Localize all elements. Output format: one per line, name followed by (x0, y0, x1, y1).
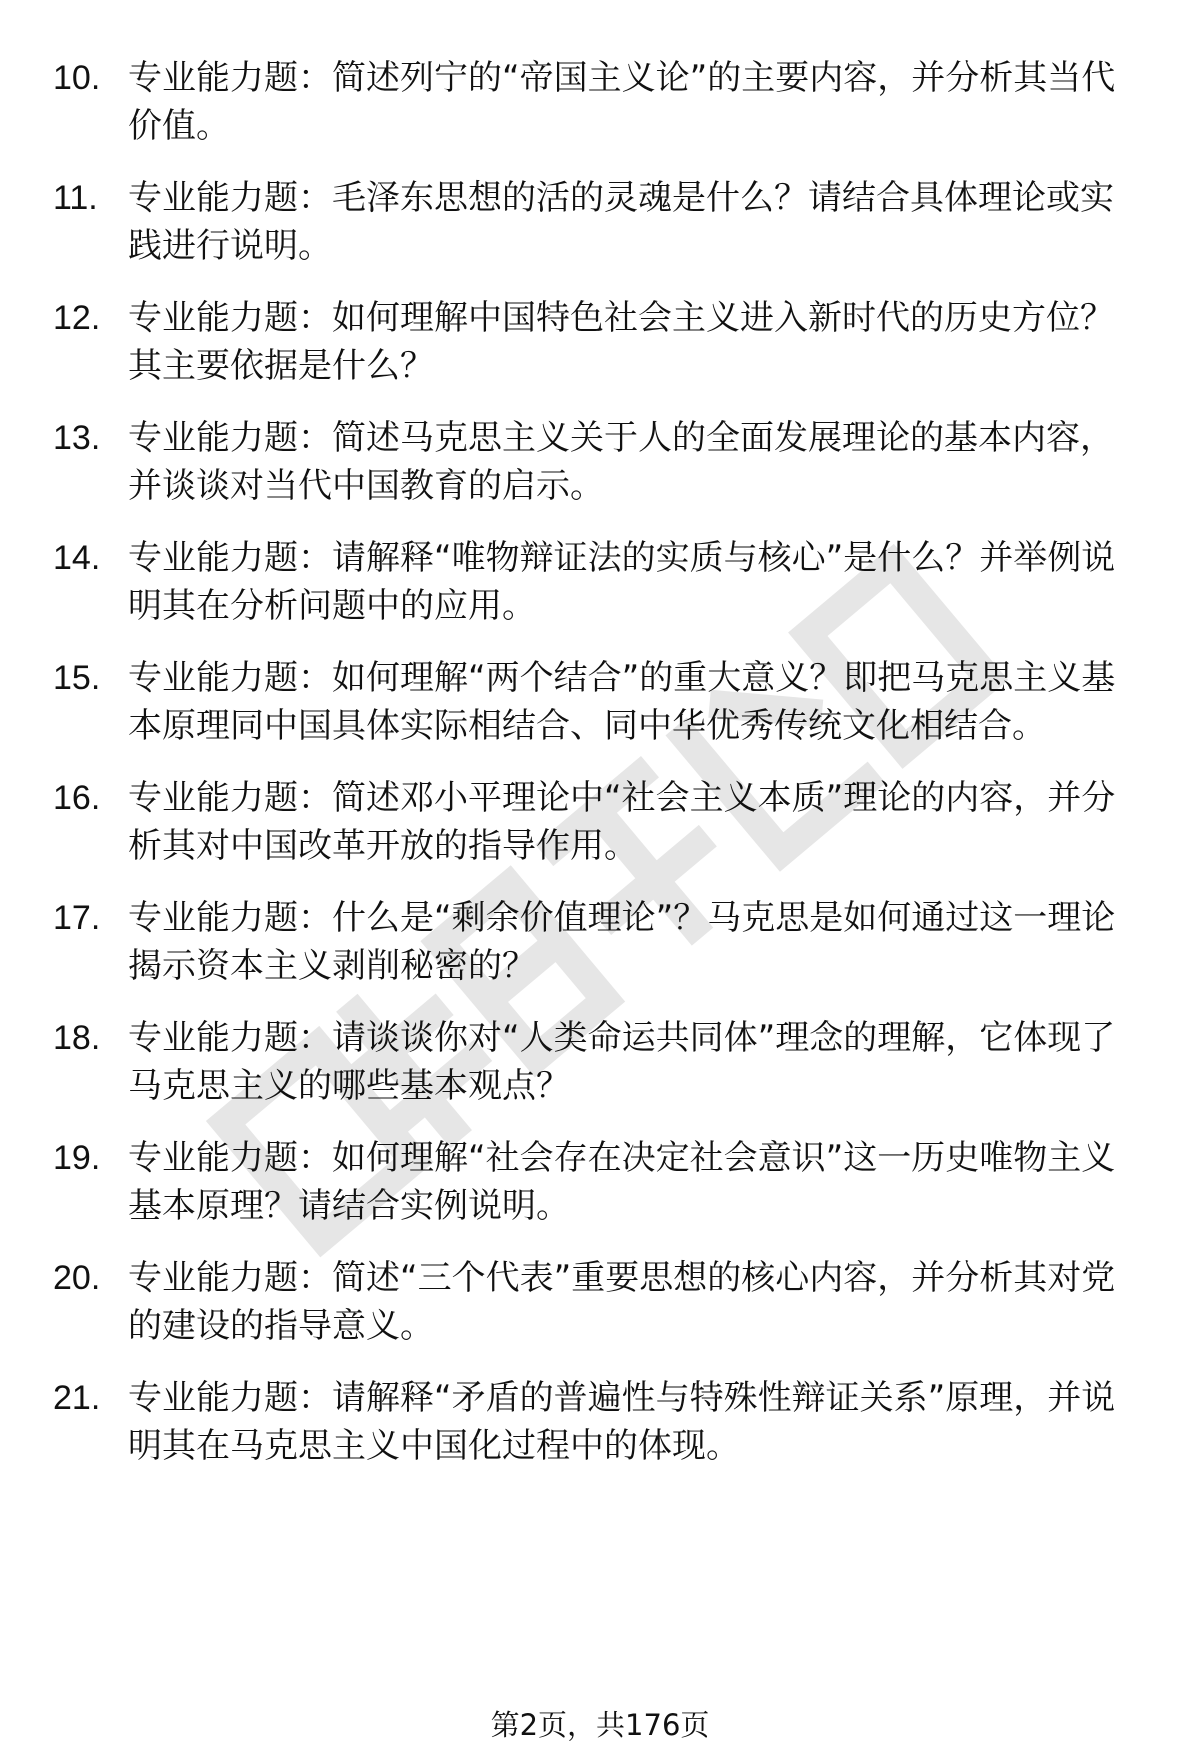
question-item (0, 894, 1200, 990)
question-text: 专业能力题：请解释“唯物辩证法的实质与核心”是什么？并举例说明其在分析问题中的应用。 (128, 538, 1116, 626)
question-number: 12. (53, 299, 101, 337)
question-item (0, 1374, 1200, 1470)
question-text: 专业能力题：简述马克思主义关于人的全面发展理论的基本内容，并谈谈对当代中国教育的启示。 (128, 418, 1114, 506)
page-indicator: 第2页，共176页 (490, 1708, 710, 1742)
question-text: 专业能力题：如何理解中国特色社会主义进入新时代的历史方位？其主要依据是什么？ (128, 298, 1114, 386)
question-text: 专业能力题：请谈谈你对“人类命运共同体”理念的理解，它体现了马克思主义的哪些基本观点？ (128, 1018, 1116, 1106)
question-item (0, 654, 1200, 750)
question-number: 16. (53, 779, 101, 817)
question-item (0, 1134, 1200, 1230)
question-number: 14. (53, 539, 101, 577)
question-text: 专业能力题：毛泽东思想的活的灵魂是什么？请结合具体理论或实践进行说明。 (128, 178, 1114, 266)
question-number: 11. (53, 179, 98, 217)
question-item (0, 774, 1200, 870)
question-text: 专业能力题：如何理解“两个结合”的重大意义？即把马克思主义基本原理同中国具体实际相结合、同中华优秀传统文化相结合。 (128, 658, 1116, 746)
question-item (0, 1254, 1200, 1350)
question-item (0, 414, 1200, 510)
question-number: 21. (53, 1379, 101, 1417)
question-text: 专业能力题：什么是“剩余价值理论”？马克思是如何通过这一理论揭示资本主义剥削秘密的？ (128, 898, 1116, 986)
question-number: 15. (53, 659, 101, 697)
question-text: 专业能力题：简述列宁的“帝国主义论”的主要内容，并分析其当代价值。 (128, 58, 1116, 146)
question-number: 19. (53, 1139, 101, 1177)
question-item (0, 294, 1200, 390)
question-item (0, 1014, 1200, 1110)
question-text: 专业能力题：请解释“矛盾的普遍性与特殊性辩证关系”原理，并说明其在马克思主义中国化过程中的体现。 (128, 1378, 1116, 1466)
question-text: 专业能力题：简述邓小平理论中“社会主义本质”理论的内容，并分析其对中国改革开放的指导作用。 (128, 778, 1116, 866)
question-item (0, 534, 1200, 630)
question-text: 专业能力题：简述“三个代表”重要思想的核心内容，并分析其对党的建设的指导意义。 (128, 1258, 1116, 1346)
question-number: 18. (53, 1019, 101, 1057)
question-number: 17. (53, 899, 101, 937)
question-item (0, 54, 1200, 150)
question-list (0, 54, 1200, 1494)
question-number: 20. (53, 1259, 101, 1297)
question-text: 专业能力题：如何理解“社会存在决定社会意识”这一历史唯物主义基本原理？请结合实例说明。 (128, 1138, 1116, 1226)
question-number: 10. (53, 59, 101, 97)
question-item (0, 174, 1200, 270)
question-number: 13. (53, 419, 101, 457)
